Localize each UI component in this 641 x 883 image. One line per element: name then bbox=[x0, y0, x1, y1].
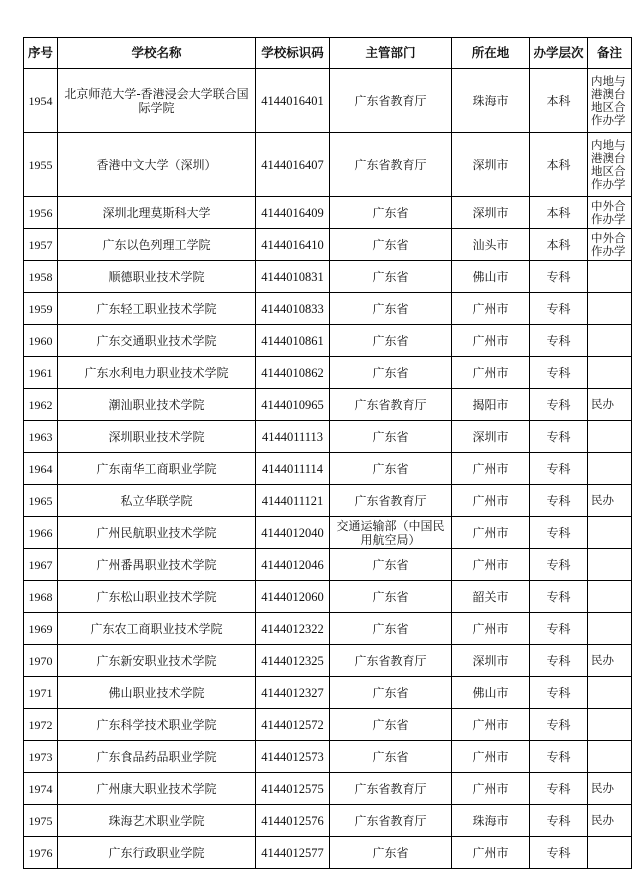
table-row bbox=[24, 453, 632, 485]
cell-no: 1961 bbox=[24, 357, 58, 389]
cell-no: 1964 bbox=[24, 453, 58, 485]
cell-code: 4144010833 bbox=[256, 293, 330, 325]
table-row bbox=[24, 197, 632, 229]
cell-name: 广东行政职业学院 bbox=[58, 837, 256, 869]
cell-code: 4144010861 bbox=[256, 325, 330, 357]
cell-no: 1955 bbox=[24, 133, 58, 197]
cell-name: 广州番禺职业技术学院 bbox=[58, 549, 256, 581]
cell-note bbox=[588, 677, 632, 709]
cell-location: 广州市 bbox=[452, 485, 530, 517]
cell-code: 4144016401 bbox=[256, 69, 330, 133]
cell-authority: 广东省 bbox=[330, 677, 452, 709]
cell-code: 4144012060 bbox=[256, 581, 330, 613]
header-location: 所在地 bbox=[452, 38, 530, 69]
cell-no: 1954 bbox=[24, 69, 58, 133]
cell-no: 1969 bbox=[24, 613, 58, 645]
header-authority: 主管部门 bbox=[330, 38, 452, 69]
table-row bbox=[24, 421, 632, 453]
cell-no: 1965 bbox=[24, 485, 58, 517]
cell-authority: 广东省 bbox=[330, 229, 452, 261]
table-row bbox=[24, 133, 632, 197]
cell-level: 专科 bbox=[530, 261, 588, 293]
cell-authority: 广东省 bbox=[330, 581, 452, 613]
cell-note: 民办 bbox=[588, 645, 632, 677]
table-row bbox=[24, 229, 632, 261]
cell-note bbox=[588, 261, 632, 293]
cell-name: 广东农工商职业技术学院 bbox=[58, 613, 256, 645]
cell-level: 专科 bbox=[530, 773, 588, 805]
cell-code: 4144011114 bbox=[256, 453, 330, 485]
cell-code: 4144010831 bbox=[256, 261, 330, 293]
cell-note bbox=[588, 325, 632, 357]
cell-authority: 广东省 bbox=[330, 837, 452, 869]
cell-note: 内地与港澳台地区合作办学 bbox=[588, 69, 632, 133]
cell-level: 专科 bbox=[530, 613, 588, 645]
cell-authority: 广东省 bbox=[330, 325, 452, 357]
cell-level: 本科 bbox=[530, 133, 588, 197]
table-row bbox=[24, 581, 632, 613]
cell-authority: 交通运输部（中国民用航空局） bbox=[330, 517, 452, 549]
table-row bbox=[24, 805, 632, 837]
cell-location: 珠海市 bbox=[452, 805, 530, 837]
cell-no: 1974 bbox=[24, 773, 58, 805]
cell-location: 广州市 bbox=[452, 709, 530, 741]
cell-note: 民办 bbox=[588, 805, 632, 837]
cell-authority: 广东省教育厅 bbox=[330, 485, 452, 517]
cell-level: 专科 bbox=[530, 325, 588, 357]
cell-location: 广州市 bbox=[452, 357, 530, 389]
cell-location: 广州市 bbox=[452, 773, 530, 805]
cell-level: 专科 bbox=[530, 805, 588, 837]
header-level: 办学层次 bbox=[530, 38, 588, 69]
cell-no: 1976 bbox=[24, 837, 58, 869]
table-row bbox=[24, 741, 632, 773]
cell-authority: 广东省教育厅 bbox=[330, 133, 452, 197]
cell-code: 4144010965 bbox=[256, 389, 330, 421]
table-row bbox=[24, 485, 632, 517]
cell-code: 4144012322 bbox=[256, 613, 330, 645]
cell-name: 广东水利电力职业技术学院 bbox=[58, 357, 256, 389]
cell-location: 佛山市 bbox=[452, 261, 530, 293]
cell-note: 中外合作办学 bbox=[588, 229, 632, 261]
cell-note bbox=[588, 709, 632, 741]
cell-location: 深圳市 bbox=[452, 421, 530, 453]
table-row bbox=[24, 69, 632, 133]
cell-no: 1957 bbox=[24, 229, 58, 261]
cell-level: 专科 bbox=[530, 453, 588, 485]
cell-no: 1960 bbox=[24, 325, 58, 357]
cell-level: 专科 bbox=[530, 837, 588, 869]
cell-no: 1958 bbox=[24, 261, 58, 293]
cell-no: 1970 bbox=[24, 645, 58, 677]
cell-location: 深圳市 bbox=[452, 645, 530, 677]
cell-no: 1959 bbox=[24, 293, 58, 325]
table-row bbox=[24, 613, 632, 645]
cell-name: 深圳北理莫斯科大学 bbox=[58, 197, 256, 229]
cell-authority: 广东省 bbox=[330, 549, 452, 581]
cell-level: 专科 bbox=[530, 389, 588, 421]
table-row bbox=[24, 293, 632, 325]
cell-note: 民办 bbox=[588, 773, 632, 805]
cell-authority: 广东省 bbox=[330, 421, 452, 453]
cell-code: 4144011121 bbox=[256, 485, 330, 517]
cell-authority: 广东省教育厅 bbox=[330, 389, 452, 421]
cell-authority: 广东省 bbox=[330, 293, 452, 325]
cell-name: 广东新安职业技术学院 bbox=[58, 645, 256, 677]
cell-no: 1963 bbox=[24, 421, 58, 453]
cell-code: 4144012046 bbox=[256, 549, 330, 581]
cell-code: 4144016410 bbox=[256, 229, 330, 261]
cell-no: 1972 bbox=[24, 709, 58, 741]
cell-note bbox=[588, 357, 632, 389]
cell-name: 广东以色列理工学院 bbox=[58, 229, 256, 261]
table-row bbox=[24, 357, 632, 389]
cell-code: 4144012577 bbox=[256, 837, 330, 869]
cell-name: 深圳职业技术学院 bbox=[58, 421, 256, 453]
cell-name: 广州康大职业技术学院 bbox=[58, 773, 256, 805]
cell-no: 1975 bbox=[24, 805, 58, 837]
cell-authority: 广东省 bbox=[330, 613, 452, 645]
cell-name: 广东交通职业技术学院 bbox=[58, 325, 256, 357]
cell-location: 深圳市 bbox=[452, 197, 530, 229]
cell-code: 4144012573 bbox=[256, 741, 330, 773]
header-note: 备注 bbox=[588, 38, 632, 69]
header-row bbox=[24, 38, 632, 69]
cell-name: 私立华联学院 bbox=[58, 485, 256, 517]
cell-level: 专科 bbox=[530, 485, 588, 517]
cell-level: 本科 bbox=[530, 229, 588, 261]
cell-code: 4144010862 bbox=[256, 357, 330, 389]
header-no: 序号 bbox=[24, 38, 58, 69]
cell-location: 广州市 bbox=[452, 741, 530, 773]
cell-level: 专科 bbox=[530, 293, 588, 325]
cell-code: 4144012575 bbox=[256, 773, 330, 805]
cell-name: 佛山职业技术学院 bbox=[58, 677, 256, 709]
cell-location: 珠海市 bbox=[452, 69, 530, 133]
cell-no: 1968 bbox=[24, 581, 58, 613]
cell-location: 揭阳市 bbox=[452, 389, 530, 421]
cell-no: 1971 bbox=[24, 677, 58, 709]
header-code: 学校标识码 bbox=[256, 38, 330, 69]
cell-level: 专科 bbox=[530, 357, 588, 389]
table-row bbox=[24, 645, 632, 677]
cell-level: 专科 bbox=[530, 421, 588, 453]
cell-note bbox=[588, 549, 632, 581]
cell-note bbox=[588, 741, 632, 773]
cell-note bbox=[588, 837, 632, 869]
cell-code: 4144012325 bbox=[256, 645, 330, 677]
cell-level: 专科 bbox=[530, 549, 588, 581]
table-row bbox=[24, 709, 632, 741]
cell-no: 1966 bbox=[24, 517, 58, 549]
cell-authority: 广东省 bbox=[330, 741, 452, 773]
cell-level: 专科 bbox=[530, 645, 588, 677]
cell-note bbox=[588, 453, 632, 485]
cell-note bbox=[588, 581, 632, 613]
table-row bbox=[24, 773, 632, 805]
cell-authority: 广东省教育厅 bbox=[330, 773, 452, 805]
cell-code: 4144012327 bbox=[256, 677, 330, 709]
school-list-table-wrapper bbox=[23, 37, 632, 869]
cell-note bbox=[588, 517, 632, 549]
table-body bbox=[24, 69, 632, 869]
cell-no: 1973 bbox=[24, 741, 58, 773]
cell-location: 佛山市 bbox=[452, 677, 530, 709]
cell-name: 珠海艺术职业学院 bbox=[58, 805, 256, 837]
cell-location: 广州市 bbox=[452, 517, 530, 549]
cell-authority: 广东省 bbox=[330, 357, 452, 389]
cell-location: 深圳市 bbox=[452, 133, 530, 197]
cell-note bbox=[588, 421, 632, 453]
cell-code: 4144016409 bbox=[256, 197, 330, 229]
cell-name: 广东科学技术职业学院 bbox=[58, 709, 256, 741]
cell-note: 内地与港澳台地区合作办学 bbox=[588, 133, 632, 197]
table-row bbox=[24, 261, 632, 293]
cell-name: 广东南华工商职业学院 bbox=[58, 453, 256, 485]
cell-no: 1956 bbox=[24, 197, 58, 229]
table-row bbox=[24, 325, 632, 357]
cell-location: 韶关市 bbox=[452, 581, 530, 613]
cell-name: 北京师范大学-香港浸会大学联合国际学院 bbox=[58, 69, 256, 133]
cell-no: 1967 bbox=[24, 549, 58, 581]
table-row bbox=[24, 677, 632, 709]
cell-location: 广州市 bbox=[452, 453, 530, 485]
cell-name: 广东松山职业技术学院 bbox=[58, 581, 256, 613]
cell-location: 汕头市 bbox=[452, 229, 530, 261]
cell-note: 民办 bbox=[588, 389, 632, 421]
cell-note: 民办 bbox=[588, 485, 632, 517]
header-name: 学校名称 bbox=[58, 38, 256, 69]
cell-location: 广州市 bbox=[452, 549, 530, 581]
cell-code: 4144012572 bbox=[256, 709, 330, 741]
table-row bbox=[24, 389, 632, 421]
cell-no: 1962 bbox=[24, 389, 58, 421]
cell-authority: 广东省教育厅 bbox=[330, 69, 452, 133]
cell-location: 广州市 bbox=[452, 837, 530, 869]
cell-name: 顺德职业技术学院 bbox=[58, 261, 256, 293]
cell-authority: 广东省教育厅 bbox=[330, 805, 452, 837]
cell-authority: 广东省教育厅 bbox=[330, 645, 452, 677]
cell-level: 本科 bbox=[530, 69, 588, 133]
table-row bbox=[24, 837, 632, 869]
cell-note: 中外合作办学 bbox=[588, 197, 632, 229]
cell-code: 4144011113 bbox=[256, 421, 330, 453]
cell-name: 潮汕职业技术学院 bbox=[58, 389, 256, 421]
cell-code: 4144016407 bbox=[256, 133, 330, 197]
table-row bbox=[24, 549, 632, 581]
cell-level: 本科 bbox=[530, 197, 588, 229]
cell-authority: 广东省 bbox=[330, 261, 452, 293]
cell-authority: 广东省 bbox=[330, 197, 452, 229]
cell-note bbox=[588, 293, 632, 325]
cell-location: 广州市 bbox=[452, 613, 530, 645]
cell-code: 4144012576 bbox=[256, 805, 330, 837]
cell-level: 专科 bbox=[530, 581, 588, 613]
school-list-table bbox=[23, 37, 632, 869]
cell-level: 专科 bbox=[530, 709, 588, 741]
cell-authority: 广东省 bbox=[330, 709, 452, 741]
cell-name: 广州民航职业技术学院 bbox=[58, 517, 256, 549]
cell-authority: 广东省 bbox=[330, 453, 452, 485]
cell-level: 专科 bbox=[530, 677, 588, 709]
cell-level: 专科 bbox=[530, 517, 588, 549]
cell-name: 香港中文大学（深圳） bbox=[58, 133, 256, 197]
cell-location: 广州市 bbox=[452, 325, 530, 357]
cell-level: 专科 bbox=[530, 741, 588, 773]
table-row bbox=[24, 517, 632, 549]
cell-code: 4144012040 bbox=[256, 517, 330, 549]
cell-name: 广东轻工职业技术学院 bbox=[58, 293, 256, 325]
cell-note bbox=[588, 613, 632, 645]
cell-location: 广州市 bbox=[452, 293, 530, 325]
cell-name: 广东食品药品职业学院 bbox=[58, 741, 256, 773]
